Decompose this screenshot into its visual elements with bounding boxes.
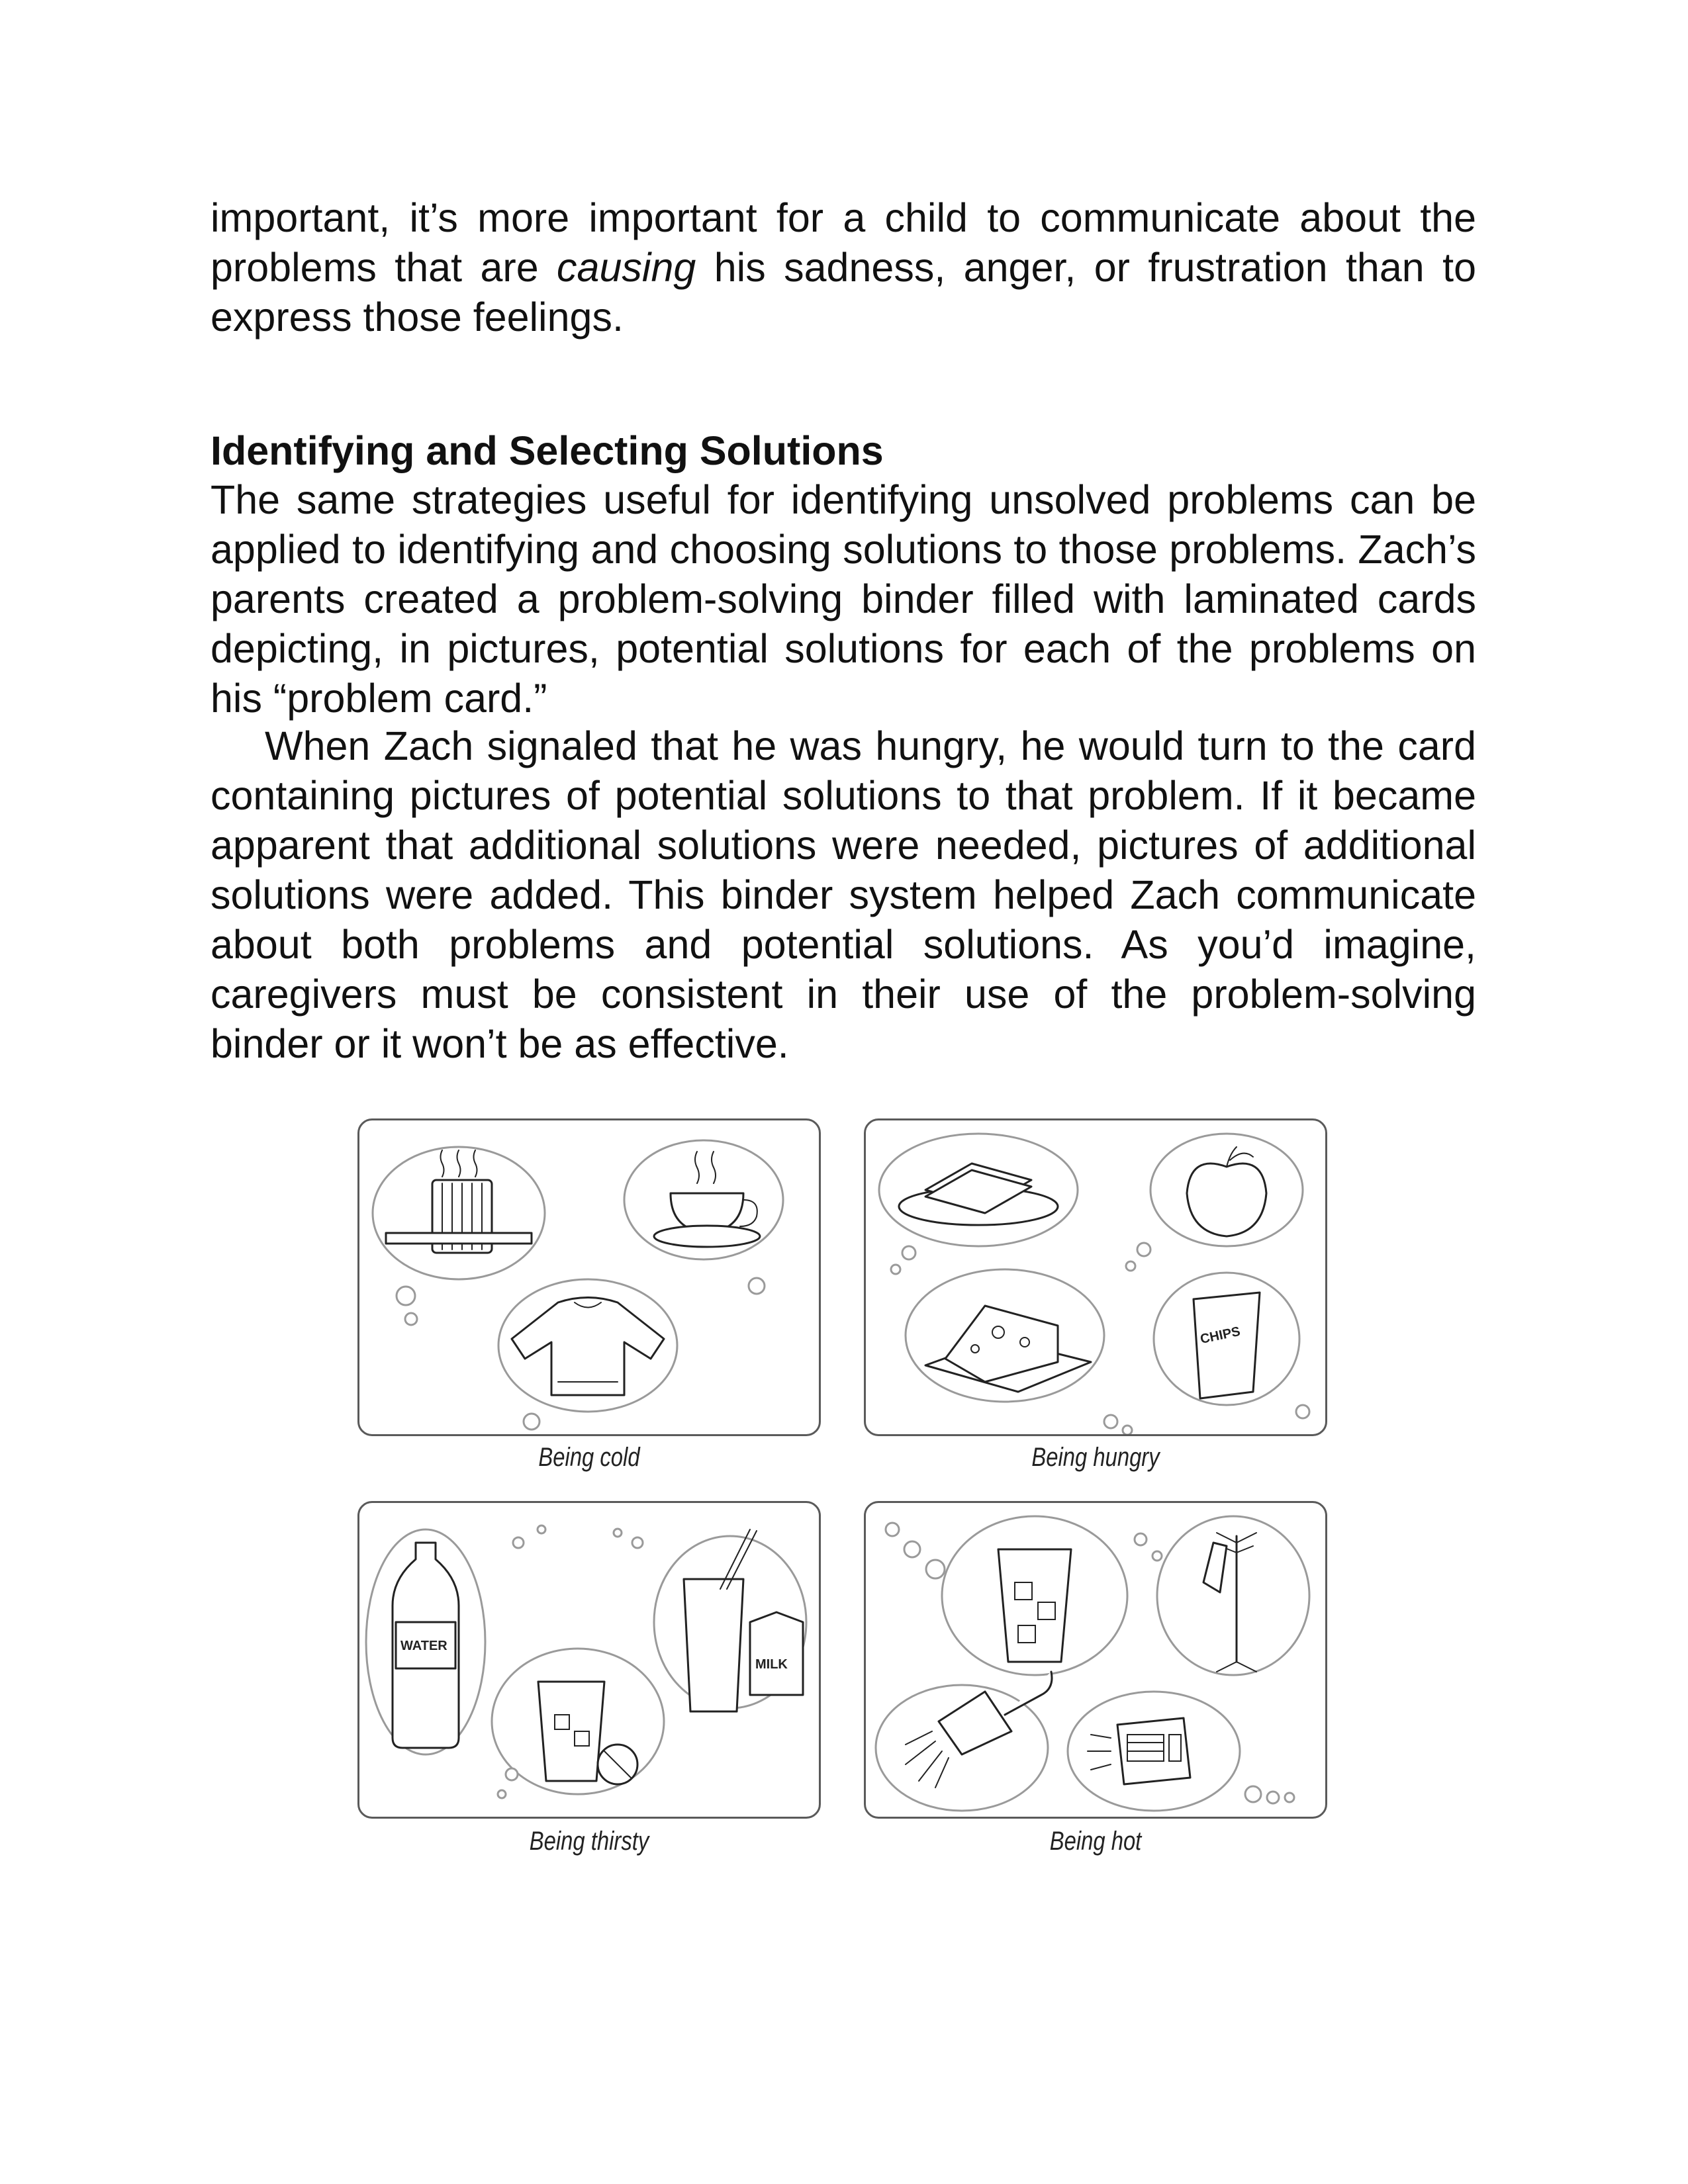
chips-bag-icon <box>1194 1293 1260 1398</box>
paragraph-intro-start: important, it’s more important for a child to communicate about the problems that are <box>211 195 1476 290</box>
paragraph-intro <box>211 193 1476 342</box>
caption-being-hungry: Being hungry <box>1031 1443 1160 1472</box>
thought-cloud-coat-rack <box>1135 1516 1309 1675</box>
card-being-hungry <box>864 1118 1327 1436</box>
paragraph-strategies: The same strategies useful for identifying unsolved problems can be applied to identifying and choosing solutions to those problems. Zach’s parents created a problem-solving binder filled with laminated cards depicting, in pictures, potential solutions for each of the problems on his “problem card.” <box>211 477 1476 721</box>
milk-label: MILK <box>755 1657 788 1672</box>
emphasis-causing: causing <box>557 245 696 290</box>
card-being-cold <box>357 1118 821 1436</box>
section-heading: Identifying and Selecting Solutions <box>211 428 884 473</box>
card-being-thirsty <box>357 1501 821 1819</box>
caption-being-hot: Being hot <box>1049 1827 1142 1856</box>
water-bottle-icon <box>393 1543 459 1748</box>
card-being-hot <box>864 1501 1327 1819</box>
water-label: WATER <box>400 1639 447 1653</box>
caption-being-thirsty: Being thirsty <box>529 1827 649 1856</box>
paragraph-intro-end: his sadness, anger, or frustration than to express those feelings. <box>211 245 1476 340</box>
ice-glass-icon <box>998 1549 1071 1662</box>
chips-label: CHIPS <box>1199 1324 1242 1347</box>
caption-being-cold: Being cold <box>538 1443 640 1472</box>
paragraph-binder: When Zach signaled that he was hungry, he would turn to the card containing pictures of potential solutions to that problem. If it became apparent that additional solutions were needed, pictures of additional solutions were added. This binder system helped Zach communicate about both problems and potential solutions. As you’d imagine, caregivers must be consistent in their use of the problem-solving binder or it won’t be as effective. <box>211 723 1476 1066</box>
